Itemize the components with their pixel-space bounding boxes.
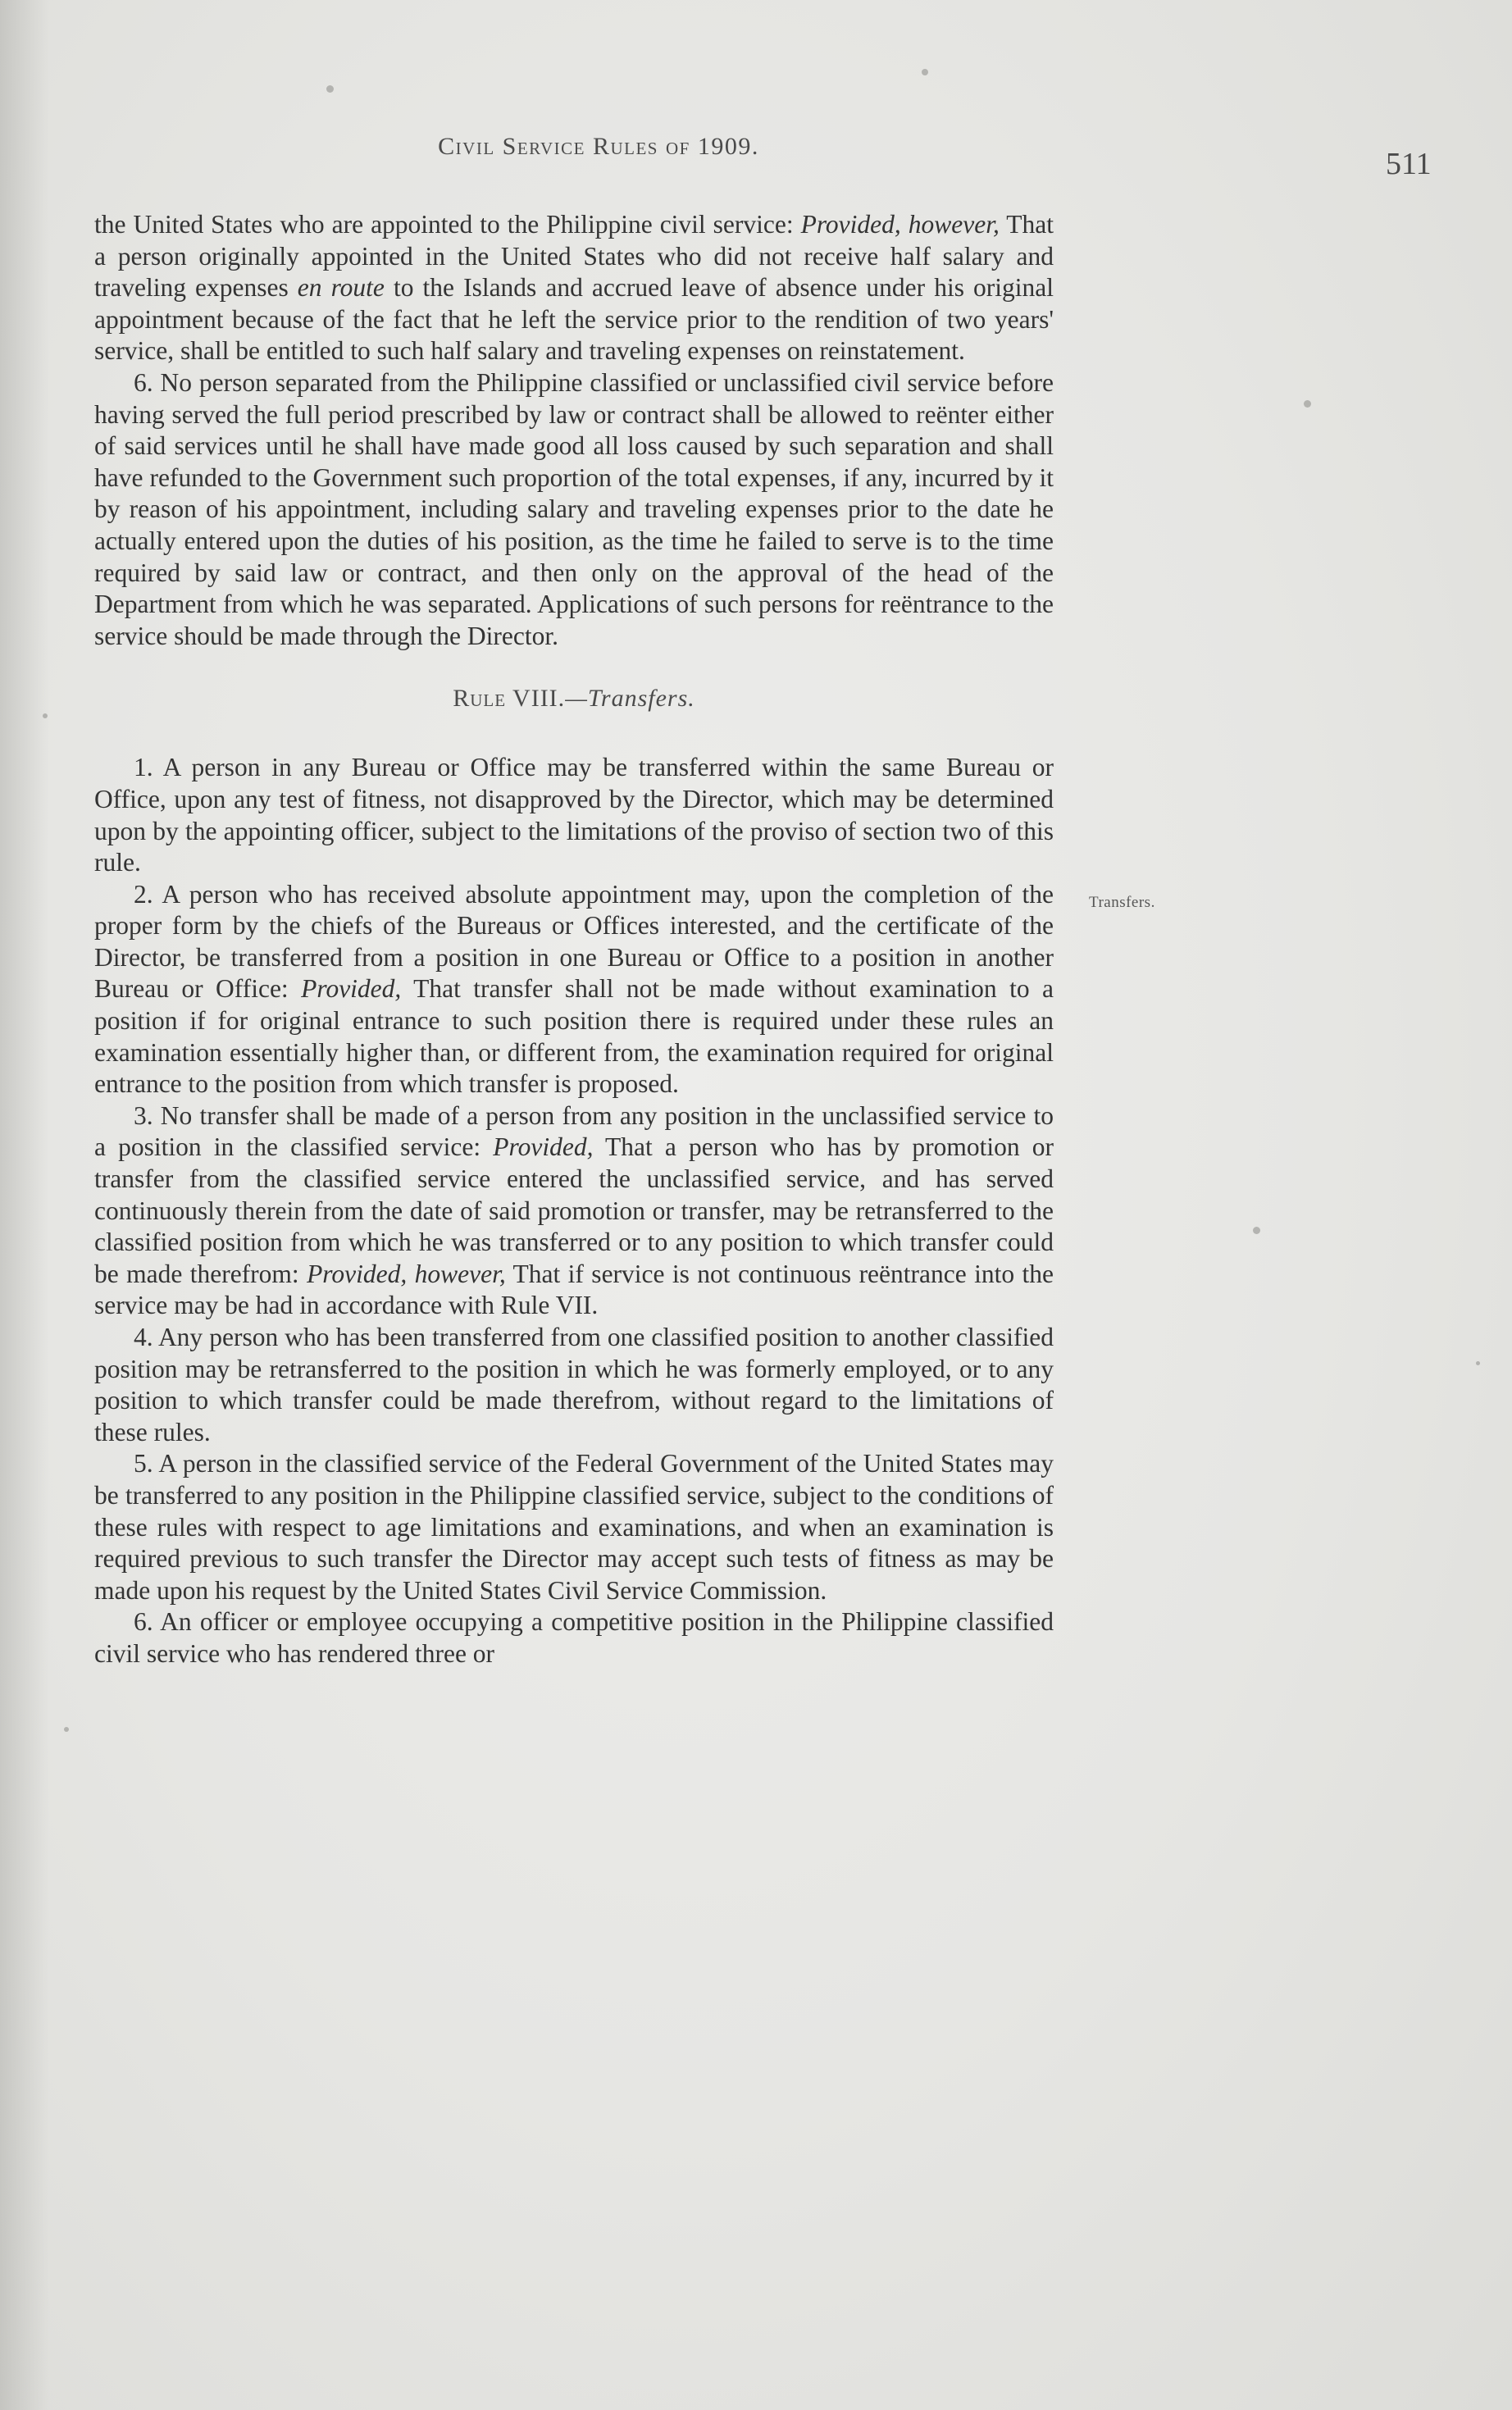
paragraph-2 [94,879,1054,1100]
page-body [94,209,1054,1670]
scan-speck [1304,400,1311,408]
italic-proviso: Provided, however, [307,1259,506,1288]
scan-speck [1476,1361,1480,1365]
text-run: That if service is not continuous reëntrance into the service may be had in accordance with Rule VII. [94,1259,1054,1320]
paragraph-3 [94,1100,1054,1322]
running-title: Civil Service Rules of 1909. [438,133,759,160]
text-run: to the Islands and accrued leave of absence under his original appointment because of the fact that he left the service prior to the rendition of two years' service, shall be entitled to such half salary and traveling expenses on reinstatement. [94,273,1054,366]
italic-proviso: Provided, [493,1132,594,1162]
scan-speck [64,1727,69,1732]
page-number: 511 [1386,147,1432,181]
page-shadow [0,0,49,2410]
paragraph-1: 1. A person in any Bureau or Office may be transferred within the same Bureau or Office, upon any test of fitness, not disapproved by the Director, which may be determined upon by the appointing officer, subject to the limitations of the proviso of section two of this rule. [94,753,1054,877]
text-run: That a person originally appointed in the United States who did not receive half salary and traveling expenses [94,210,1054,303]
paragraph-5: 5. A person in the classified service of the Federal Government of the United States may be transferred to any position in the Philippine classified service, subject to the conditions of these rules with respect to age limitations and examinations, and when an examination is required previous to such transfer the Director may accept such tests of fitness as may be made upon his request by the United States Civil Service Commission. [94,1449,1054,1605]
text-run: the United States who are appointed to the Philippine civil service: [94,210,801,239]
text-run: 2. A person who has received absolute appointment may, upon the completion of the proper form by the chiefs of the Bureaus or Offices interested, and the certificate of the Director, be transferred from a position in one Bureau or Office to a position in another Bureau or Office: [94,879,1054,1004]
rule-heading [94,685,1054,713]
italic-phrase: en route [297,273,385,303]
scan-speck [1253,1227,1260,1234]
margin-note: Transfers. [1089,894,1155,911]
paragraph-6: 6. An officer or employee occupying a competitive position in the Philippine classified civil service who has rendered three or [94,1607,1054,1668]
text-run: 3. No transfer shall be made of a person from any position in the unclassified service to a position in the classified service: [94,1100,1054,1162]
paragraph-rule7-6: 6. No person separated from the Philippine classified or unclassified civil service before having served the full period prescribed by law or contract shall be allowed to reënter either of said services until he shall have made good all loss caused by such separation and shall have refunded to the Government such proportion of the total expenses, if any, incurred by it by reason of his appointment, including salary and traveling expenses prior to the date he actually entered upon the duties of his position, as the time he failed to serve is to the time required by said law or contract, and then only on the approval of the head of the Department from which he was separated. Applications of such persons for reëntrance to the service should be made through the Director. [94,367,1054,650]
scan-speck [922,69,928,75]
scan-speck [326,85,334,93]
paragraph-4: 4. Any person who has been transferred from one classified position to another classified position may be retransferred to the position in which he was formerly employed, or to any position to which transfer could be made therefrom, without regard to the limitations of these rules. [94,1323,1054,1446]
italic-proviso: Provided, [301,974,402,1004]
scan-speck [43,713,48,718]
continuation-paragraph [94,209,1054,367]
text-run: That transfer shall not be made without examination to a position if for original entrance to such position there is required under these rules an examination essentially higher than, or different from, the examination required for original entrance to the position from which transfer is proposed. [94,974,1054,1099]
italic-proviso: Provided, however, [800,210,1000,239]
text-run: That a person who has by promotion or transfer from the classified service entered the unclassified service, and has served continuously therein from the date of said promotion or transfer, may be retransferred to the classified position from which he was transferred or to any position to which transfer could be made therefrom: [94,1132,1054,1288]
rule-title: —Transfers. [565,685,695,713]
rule-number: Rule VIII. [453,685,566,713]
